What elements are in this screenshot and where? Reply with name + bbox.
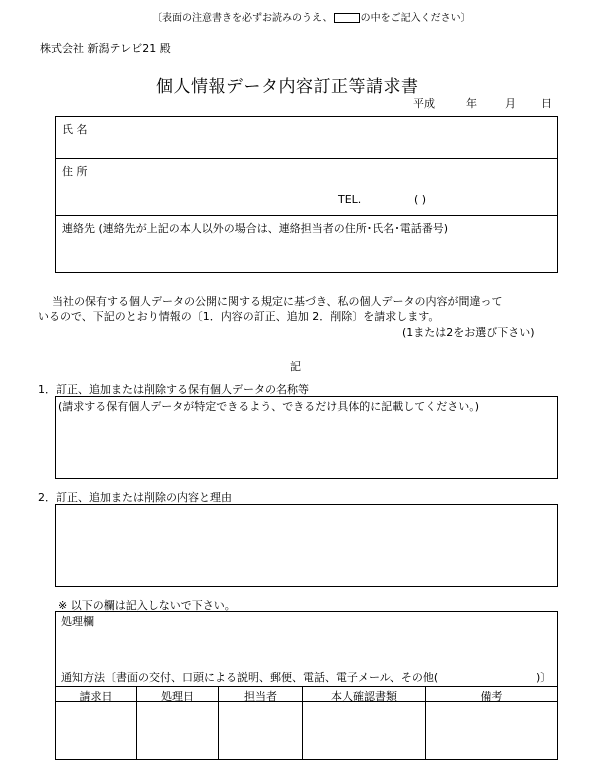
name-label: 氏 名 [62,123,88,136]
contact-field[interactable] [62,236,552,268]
section2-heading: 2．訂正、追加または削除の内容と理由 [38,491,232,504]
date-year: 年 [466,97,477,110]
col-process-date: 処理日 [161,690,194,703]
date-era: 平成 [413,97,435,110]
section2-box[interactable] [55,504,558,587]
address-label: 住 所 [62,165,88,178]
col-remarks: 備考 [480,690,503,703]
tel-label: TEL. [338,193,362,206]
divider [55,158,558,159]
top-note-after: の中をご記入ください〕 [360,13,471,24]
divider [55,215,558,216]
col-request-date: 請求日 [79,690,113,703]
section1-hint: (請求する保有個人データが特定できるよう、できるだけ具体的に記載してください。) [58,400,480,413]
col-staff: 担当者 [244,690,277,703]
office-note: ※ 以下の欄は記入しないで下さい。 [58,599,236,612]
body-line-3: (1または2をお選び下さい) [402,326,535,339]
name-field[interactable] [62,134,552,154]
date-day: 日 [541,97,552,110]
tel-field[interactable]: ( ) [414,193,427,206]
date-month: 月 [505,97,516,110]
notify-method: 通知方法〔書面の交付、口頭による説明、郵便、電話、電子メール、その他( [61,671,439,684]
top-note [152,9,471,24]
col-id-docs: 本人確認書類 [331,690,397,703]
addressee: 株式会社 新潟テレビ21 殿 [40,42,171,55]
page-title: 個人情報データ内容訂正等請求書 [156,77,419,97]
table-top-line [55,686,558,687]
section1-heading: 1．訂正、追加または削除する保有個人データの名称等 [38,383,309,396]
address-field[interactable] [62,176,332,210]
notify-close: )〕 [536,671,552,684]
contact-label: 連絡先 (連絡先が上記の本人以外の場合は、連絡担当者の住所･氏名･電話番号) [62,222,449,235]
fill-box-sample [334,13,360,23]
ki-heading: 記 [290,360,301,373]
office-label: 処理欄 [61,615,94,628]
body-line-1: 当社の保有する個人データの公開に関する規定に基づき、私の個人データの内容が間違って [52,295,503,308]
body-line-2: いるので、下記のとおり情報の〔1．内容の訂正、追加 2．削除〕を請求します。 [38,310,440,323]
top-note-before: 〔表面の注意書きを必ずお読みのうえ、 [152,13,333,24]
